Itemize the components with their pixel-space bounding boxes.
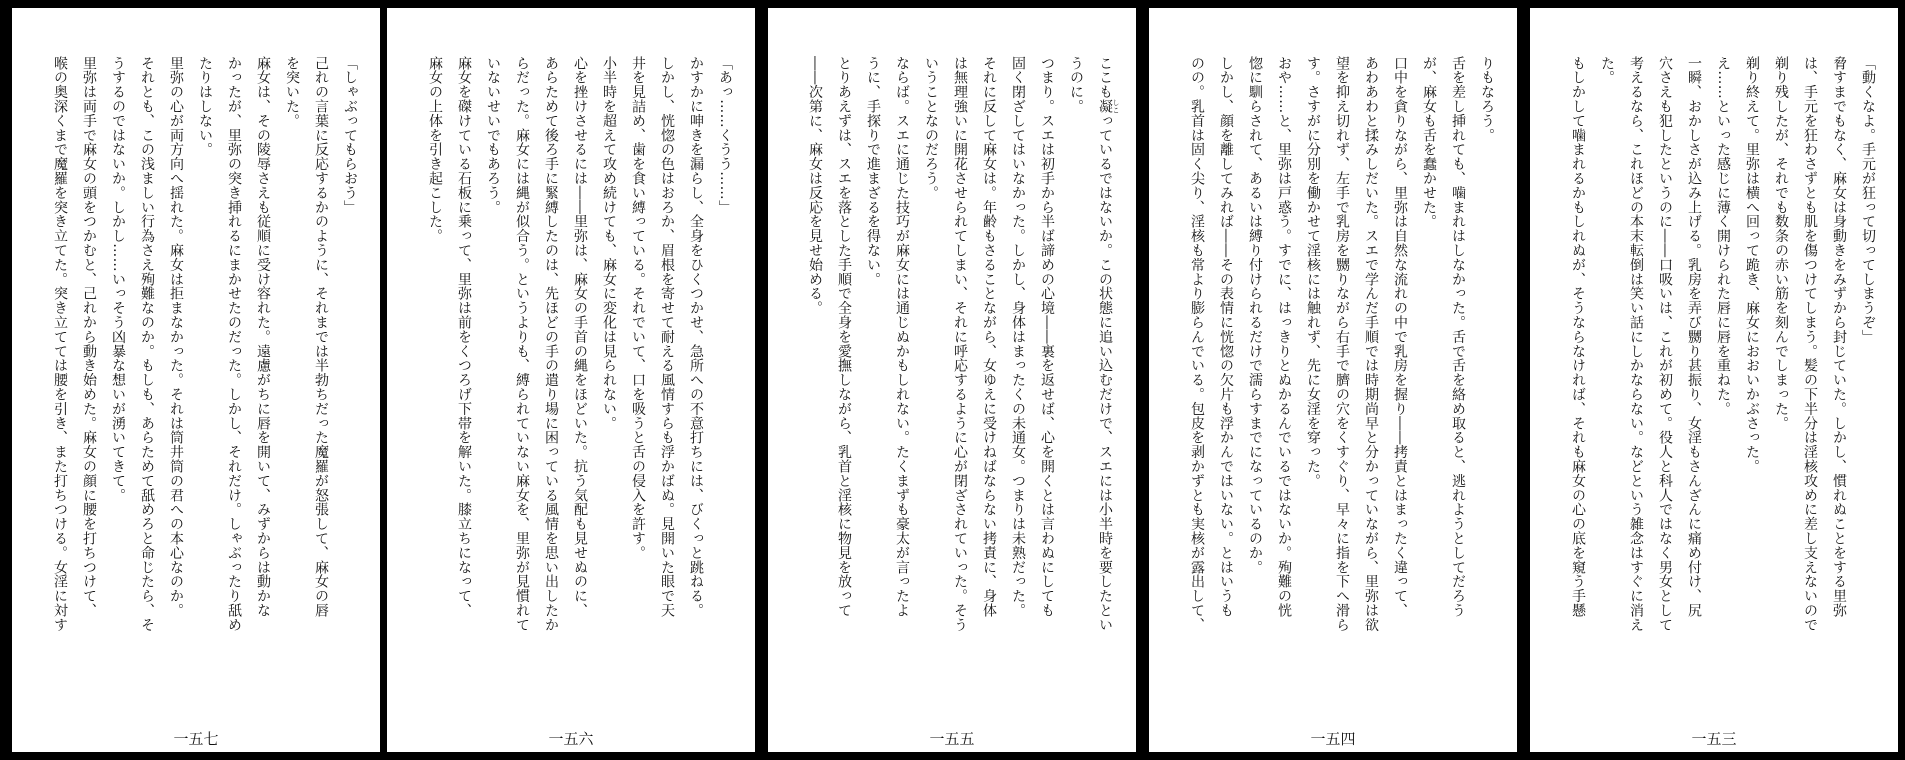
text-line: 剃り残したが、それでも数条の赤い筋を刻んでしまった。	[1773, 56, 1789, 431]
text-line: は無理強いに開花させられてしまい、それに呼応するように心が閉ざされていった。そう	[952, 56, 968, 632]
text-line: 惚に馴らされて、あるいは縛り付けられるだけで濡らすまでになっているのか。	[1247, 56, 1263, 575]
text-line: 考えるなら、これほどの本末転倒は笑い話にしかならない。などという雑念はすぐに消え	[1628, 56, 1644, 632]
text-line: 剃り終えて。里弥は横へ回って跪き、麻女におおいかぶさった。	[1744, 56, 1760, 474]
text-line: 井を見詰め、歯を食い縛っている。それでいて、口を吸うと舌の侵入を許す。	[630, 56, 646, 560]
text-line: つまり。スエは初手から半ば諦めの心境――裏を返せば、心を開くとは言わぬにしても	[1039, 56, 1055, 618]
text-line: とりあえずは、スエを落とした手順で全身を愛撫しながら、乳首と淫核に物見を放って	[836, 56, 852, 618]
text-line: かすかに呻きを漏らし、全身をひくつかせ、急所への不意打ちには、びくっと跳ねる。	[688, 56, 704, 618]
text-line: うするのではないか。しかし……いっそう凶暴な想いが湧いてきて。	[110, 56, 126, 503]
text-line: ――次第に、麻女は反応を見せ始める。	[807, 56, 823, 316]
text-line: 望を抑え切れず、左手で乳房を嬲りながら右手で臍の穴をくすぐり、早々に指を下へ滑ら	[1334, 56, 1350, 632]
book-page	[1149, 8, 1517, 752]
ruby-base: 凝	[1097, 99, 1113, 114]
text-line: 一瞬、おかしさが込み上げる。乳房を弄び嬲り甚振り、女淫もさんざんに痛め付け、尻	[1686, 56, 1702, 618]
text-line: 麻女を磔けている石板に乗って、里弥は前をくつろげ下帯を解いた。膝立ちになって、	[456, 56, 472, 618]
page-number: 一五四	[1310, 730, 1356, 748]
text-line: のの。乳首は固く尖り、淫核も常より膨らんでいる。包皮を剥かずとも実核が露出して、	[1189, 56, 1205, 632]
text-line: それとも、この浅ましい行為さえ殉難なのか。もしも、あらためて舐めろと命じたら、そ	[139, 56, 155, 632]
text-line: 「あっ……くうう……」	[717, 56, 733, 215]
text-line: 「しゃぶってもらおう」	[342, 56, 358, 215]
text-line: あらためて後ろ手に緊縛したのは、先ほどの手の遣り場に困っている風情を思い出したか	[543, 56, 559, 632]
text-line: え……といった感じに薄く開けられた唇に唇を重ねた。	[1715, 56, 1731, 416]
text-line: た。	[1599, 56, 1615, 85]
ruby-annotation	[1097, 99, 1120, 114]
text-segment: っているではないか。この状態に追い込むだけで、スエには小半時を要したとい	[1097, 113, 1113, 633]
text-line: 喉の奥深くまで魔羅を突き立てた。突き立てては腰を引き、また打ちつける。女淫に対す	[52, 56, 68, 632]
book-page	[12, 8, 380, 752]
text-line: は、手元を狂わさずとも肌を傷つけてしまう。髪の下半分は淫核攻めに差し支えないので	[1802, 56, 1818, 632]
page-number: 一五五	[929, 730, 975, 748]
book-page	[1530, 8, 1898, 752]
text-line: す。さすがに分別を働かせて淫核には触れず、先に女淫を穿った。	[1305, 56, 1321, 488]
text-line: 口中を貪りながら、里弥は自然な流れの中で乳房を握り――拷責とはまったく違って、	[1392, 56, 1408, 618]
book-page	[768, 8, 1136, 752]
text-line: それに反して麻女は。年齢もさることながら、女ゆえに受けねばならない拷責に、身体	[981, 56, 997, 618]
text-line: 麻女の上体を引き起こした。	[427, 56, 443, 244]
text-line: おや……と、里弥は戸惑う。すでに、はっきりとぬかるんでいるではないか。殉難の恍	[1276, 56, 1292, 618]
book-page	[387, 8, 755, 752]
text-line: しかし、恍惚の色はおろか、眉根を寄せて耐える風情すらも浮かばぬ。見開いた眼で天	[659, 56, 675, 618]
page-body-text	[800, 56, 1120, 636]
text-line: を突いた。	[284, 56, 300, 128]
text-line: らだった。麻女には縄が似合う。というよりも、縛られていない麻女を、里弥が見慣れて	[514, 56, 530, 632]
text-line: かったが、里弥の突き挿れるにまかせたのだった。しかし、それだけ。しゃぶったり舐め	[226, 56, 242, 632]
text-line: 舌を差し挿れても、噛まれはしなかった。舌で舌を絡め取ると、逃れようとしてだろう	[1450, 56, 1466, 618]
page-number: 一五七	[173, 730, 219, 748]
text-line: 穴さえも犯したというのに――口吸いは、これが初めて。役人と科人ではなく男女として	[1657, 56, 1673, 632]
text-line: 己れの言葉に反応するかのように、それまでは半勃ちだった魔羅が怒張して、麻女の唇	[313, 56, 329, 618]
text-line: 固く閉ざしてはいなかった。しかし、身体はまったくの未通女。つまりは未熟だった。	[1010, 56, 1026, 618]
page-body-text	[45, 56, 364, 636]
text-line: もしかして噛まれるかもしれぬが、そうならなければ、それも麻女の心の底を窺う手懸	[1570, 56, 1586, 618]
text-segment: ここも	[1097, 56, 1113, 100]
text-line: ならば。スエに通じた技巧が麻女には通じぬかもしれない。たくまずも豪太が言ったよ	[894, 56, 910, 618]
text-line: 麻女は、その陵辱さえも従順に受け容れた。遠慮がちに唇を開いて、みずからは動かな	[255, 56, 271, 618]
text-line: うのに。	[1068, 56, 1084, 114]
text-line: りもなろう。	[1479, 56, 1495, 143]
page-body-text	[1563, 56, 1882, 636]
text-line: たりはしない。	[197, 56, 213, 157]
text-line: 里弥は両手で麻女の頭をつかむと、己れから動き始めた。麻女の顔に腰を打ちつけて、	[81, 56, 97, 618]
text-line: 「動くなよ。手元が狂って切ってしまうぞ」	[1860, 56, 1876, 344]
text-line: うに、手探りで進まざるを得ない。	[865, 56, 881, 287]
page-number: 一五三	[1691, 730, 1737, 748]
page-number: 一五六	[548, 730, 594, 748]
text-line: いないせいでもあろう。	[485, 56, 501, 215]
text-line: 心を挫けさせるには――里弥は、麻女の手首の縄をほどいた。抗う気配も見せぬのに、	[572, 56, 588, 618]
page-body-text	[1182, 56, 1501, 636]
text-line: 小半時を超えて攻め続けても、麻女に変化は見られない。	[601, 56, 617, 431]
text-line	[1090, 56, 1120, 636]
ruby-text: しこ	[1112, 99, 1120, 114]
text-line: が、麻女も舌を蠢かせた。	[1421, 56, 1437, 229]
text-line: しかし、顔を離してみれば――その表情に恍惚の欠片も浮かんではいない。とはいうも	[1218, 56, 1234, 618]
text-line: 脅すまでもなく、麻女は身動きをみずから封じていた。しかし、慣れぬことをする里弥	[1831, 56, 1847, 618]
text-line: あわあわと揉みしだいた。スエで学んだ手順では時期尚早と分かっていながら、里弥は欲	[1363, 56, 1379, 632]
page-body-text	[420, 56, 739, 636]
text-line: いうことなのだろう。	[923, 56, 939, 200]
text-line: 里弥の心が両方向へ揺れた。麻女は拒まなかった。それは筒井筒の君への本心なのか。	[168, 56, 184, 618]
